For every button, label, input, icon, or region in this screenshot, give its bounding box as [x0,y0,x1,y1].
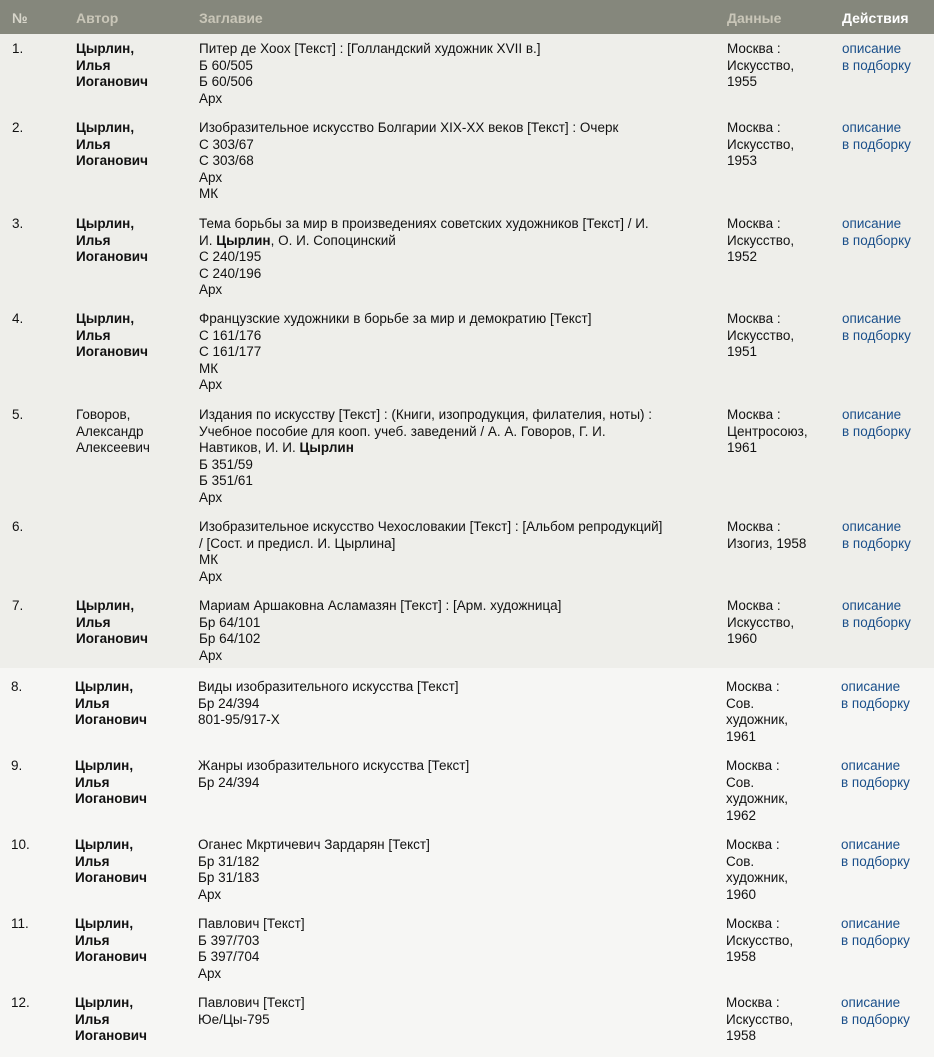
description-link[interactable]: описание [842,519,902,534]
row-title: Издания по искусству [Текст] : (Книги, изопродукция, филателия, ноты) : Учебное пособие для кооп. учеб. заведений / А. А. Говоров, Г. И. Навтиков, И. И. Цырлин Б 351/59 Б 351/61 Арх [199,407,653,505]
row-number: 7. [12,598,24,613]
row-actions [842,311,934,344]
row-title: Жанры изобразительного искусства [Текст] Бр 24/394 [198,758,470,790]
column-header-number: № [12,10,28,26]
description-link[interactable]: описание [842,216,902,231]
row-actions [842,598,934,631]
row-number: 12. [11,995,30,1010]
row-title: Питер де Хоох [Текст] : [Голландский художник XVII в.] Б 60/505 Б 60/506 Арх [199,41,541,106]
row-actions [842,407,934,440]
row-publication-data: Москва : Искусство, 1951 [727,311,795,359]
row-actions [842,519,934,552]
row-author: Цырлин, Илья Иоганович [75,679,147,727]
row-author: Говоров, Александр Алексеевич [76,407,150,455]
row-author: Цырлин, Илья Иоганович [76,120,148,168]
add-to-selection-link[interactable]: в подборку [842,136,911,152]
row-publication-data: Москва : Искусство, 1958 [726,916,794,964]
row-publication-data: Москва : Сов. художник, 1960 [726,837,788,902]
row-number: 4. [12,311,24,326]
row-actions [841,837,933,870]
row-publication-data: Москва : Сов. художник, 1961 [726,679,788,744]
add-to-selection-link[interactable]: в подборку [842,535,911,551]
row-actions [841,758,933,791]
description-link[interactable]: описание [842,41,902,56]
add-to-selection-link[interactable]: в подборку [842,57,911,73]
description-link[interactable]: описание [841,837,901,852]
row-author: Цырлин, Илья Иоганович [75,837,147,885]
row-author: Цырлин, Илья Иоганович [76,311,148,359]
row-number: 11. [11,916,29,931]
row-title: Павлович [Текст] Юе/Цы-795 [198,995,305,1027]
add-to-selection-link[interactable]: в подборку [841,774,910,790]
add-to-selection-link[interactable]: в подборку [842,327,911,343]
row-title: Оганес Мкртичевич Зардарян [Текст] Бр 31/182 Бр 31/183 Арх [198,837,430,902]
row-actions [842,216,934,249]
column-header-actions: Действия [842,10,909,26]
column-header-author[interactable]: Автор [76,10,119,26]
add-to-selection-link[interactable]: в подборку [842,423,911,439]
row-title: Тема борьбы за мир в произведениях советских художников [Текст] / И. И. Цырлин, О. И. Сопоцинский С 240/195 С 240/196 Арх [199,216,649,297]
description-link[interactable]: описание [841,916,901,931]
row-publication-data: Москва : Искусство, 1953 [727,120,795,168]
row-number: 3. [12,216,24,231]
row-number: 5. [12,407,24,422]
row-author: Цырлин, Илья Иоганович [75,995,147,1043]
row-number: 8. [11,679,23,694]
description-link[interactable]: описание [841,995,901,1010]
row-number: 6. [12,519,24,534]
add-to-selection-link[interactable]: в подборку [842,614,911,630]
row-title: Павлович [Текст] Б 397/703 Б 397/704 Арх [198,916,305,981]
row-number: 9. [11,758,23,773]
results-table-header [0,0,934,34]
row-actions [841,995,933,1028]
row-publication-data: Москва : Искусство, 1960 [727,598,795,646]
description-link[interactable]: описание [842,120,902,135]
description-link[interactable]: описание [841,679,901,694]
description-link[interactable]: описание [841,758,901,773]
row-title: Мариам Аршаковна Асламазян [Текст] : [Арм. художница] Бр 64/101 Бр 64/102 Арх [199,598,562,663]
row-author: Цырлин, Илья Иоганович [76,598,148,646]
row-author: Цырлин, Илья Иоганович [75,758,147,806]
row-number: 1. [12,41,24,56]
row-publication-data: Москва : Центросоюз, 1961 [727,407,808,455]
row-title: Изобразительное искусство Чехословакии [Текст] : [Альбом репродукций] / [Сост. и предисл. И. Цырлина] МК Арх [199,519,663,584]
add-to-selection-link[interactable]: в подборку [842,232,911,248]
row-publication-data: Москва : Искусство, 1955 [727,41,795,89]
row-author: Цырлин, Илья Иоганович [76,216,148,264]
row-publication-data: Москва : Искусство, 1952 [727,216,795,264]
description-link[interactable]: описание [842,598,902,613]
column-header-title[interactable]: Заглавие [199,10,263,26]
row-title: Французские художники в борьбе за мир и демократию [Текст] С 161/176 С 161/177 МК Арх [199,311,592,392]
description-link[interactable]: описание [842,311,902,326]
row-actions [842,120,934,153]
row-number: 10. [11,837,30,852]
row-actions [841,679,933,712]
row-publication-data: Москва : Сов. художник, 1962 [726,758,788,823]
row-title: Виды изобразительного искусства [Текст] Бр 24/394 801-95/917-Х [198,679,459,727]
row-actions [841,916,933,949]
add-to-selection-link[interactable]: в подборку [841,695,910,711]
row-title: Изобразительное искусство Болгарии XIX-XX веков [Текст] : Очерк С 303/67 С 303/68 Арх МК [199,120,619,201]
add-to-selection-link[interactable]: в подборку [841,853,910,869]
row-author: Цырлин, Илья Иоганович [75,916,147,964]
row-publication-data: Москва : Изогиз, 1958 [727,519,807,551]
row-actions [842,41,934,74]
row-author: Цырлин, Илья Иоганович [76,41,148,89]
description-link[interactable]: описание [842,407,902,422]
add-to-selection-link[interactable]: в подборку [841,932,910,948]
row-number: 2. [12,120,24,135]
row-publication-data: Москва : Искусство, 1958 [726,995,794,1043]
column-header-data[interactable]: Данные [727,10,782,26]
add-to-selection-link[interactable]: в подборку [841,1011,910,1027]
